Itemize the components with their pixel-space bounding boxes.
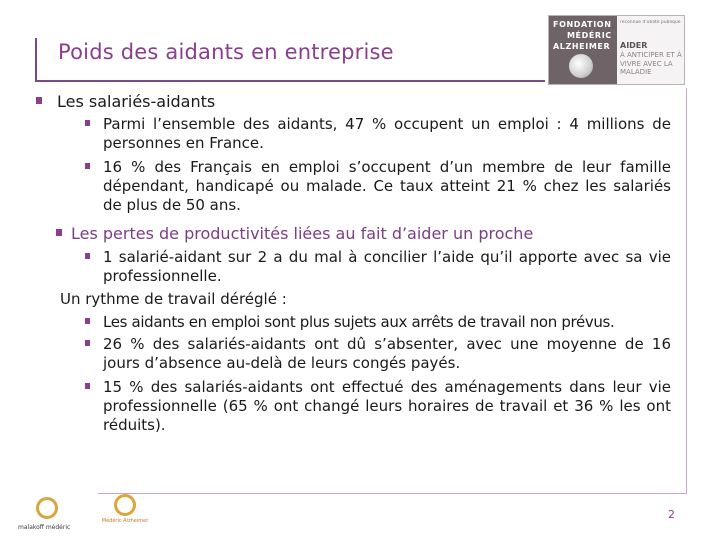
logo-emblem-icon xyxy=(569,54,593,78)
s2-subheading: Un rythme de travail déréglé : xyxy=(60,290,287,308)
bullet-square-icon xyxy=(36,97,42,104)
bullet-square-icon xyxy=(85,383,90,389)
malakoff-ring-icon xyxy=(36,497,58,519)
fondation-logo xyxy=(548,15,685,85)
logo-line1: FONDATION xyxy=(553,20,612,29)
logo-dark-panel xyxy=(549,16,617,84)
section2-heading: Les pertes de productivités liées au fait d’aider un proche xyxy=(71,224,534,243)
page-number: 2 xyxy=(668,508,675,521)
s2-bullet4-text: 15 % des salariés-aidants ont effectué des aménagements dans leur vie professionnelle (65 % ont changé leurs horaires de travail et 36 % les ont réduits). xyxy=(103,378,671,434)
logo-light-panel xyxy=(617,16,684,84)
content-frame-bottom xyxy=(98,493,687,494)
logo-tagline: reconnue d'utilité publique xyxy=(620,20,681,25)
s2-bullet1-text: 1 salarié-aidant sur 2 a du mal à concilier l’aide qu’il apporte avec sa vie professionnelle. xyxy=(103,248,671,285)
malakoff-mederic-logo xyxy=(18,494,78,538)
bullet-square-icon xyxy=(85,120,90,126)
title-frame-underline xyxy=(35,80,545,82)
bullet-square-icon xyxy=(85,340,90,346)
section1-heading: Les salariés-aidants xyxy=(57,92,216,111)
logo-line3: ALZHEIMER xyxy=(553,42,611,51)
bullet-square-icon xyxy=(85,163,90,169)
bullet-square-icon xyxy=(85,318,90,324)
s2-bullet2-text: Les aidants en emploi sont plus sujets aux arrêts de travail non prévus. xyxy=(103,313,615,331)
s1-bullet2-text: 16 % des Français en emploi s’occupent d’un membre de leur famille dépendant, handicapé ou malade. Ce taux atteint 21 % chez les salariés de plus de 50 ans. xyxy=(103,158,671,214)
title-frame-left xyxy=(35,38,37,82)
brand2-text: Médéric Alzheimer xyxy=(101,518,149,524)
bullet-square-icon xyxy=(85,253,90,259)
brand1-text: malakoff médéric xyxy=(18,524,71,531)
bullet-square-icon xyxy=(56,229,62,236)
logo-aider: AIDER xyxy=(620,41,648,50)
logo-slogan: À ANTICIPER ET À VIVRE AVEC LA MALADIE xyxy=(620,51,682,76)
slide-title: Poids des aidants en entreprise xyxy=(58,40,394,64)
mederic-ring-icon xyxy=(114,494,136,516)
s1-bullet1-text: Parmi l’ensemble des aidants, 47 % occupent un emploi : 4 millions de personnes en France. xyxy=(103,115,671,152)
content-frame-right xyxy=(686,88,687,494)
logo-line2: MÉDÉRIC xyxy=(567,31,612,40)
s2-bullet3-text: 26 % des salariés-aidants ont dû s’absenter, avec une moyenne de 16 jours d’absence au-delà de leurs congés payés. xyxy=(103,335,671,372)
mederic-alzheimer-logo xyxy=(100,492,160,538)
